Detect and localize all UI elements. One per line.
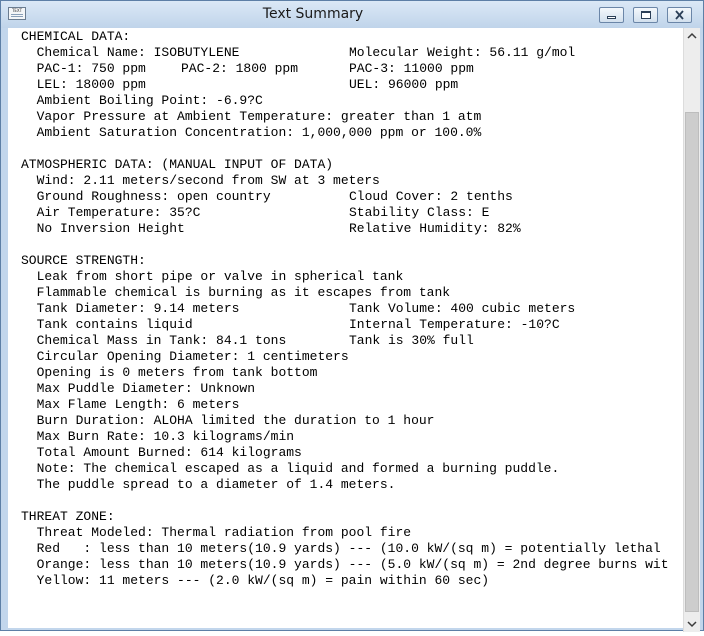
minimize-icon — [607, 16, 616, 19]
text-cell: Ambient Saturation Concentration: 1,000,000 ppm or 100.0% — [21, 125, 482, 140]
text-cell: CHEMICAL DATA: — [21, 29, 131, 44]
maximize-icon — [641, 11, 651, 19]
text-cell: Yellow: 11 meters --- (2.0 kW/(sq m) = pain within 60 sec) — [21, 573, 490, 588]
text-cell: Total Amount Burned: 614 kilograms — [21, 445, 302, 460]
text-line — [21, 269, 683, 285]
text-cell: Max Burn Rate: 10.3 kilograms/min — [21, 429, 295, 444]
text-cell: Orange: less than 10 meters(10.9 yards) --- (5.0 kW/(sq m) = 2nd degree burns wit — [21, 557, 669, 572]
text-line — [21, 205, 683, 221]
text-line — [21, 493, 683, 509]
vertical-scrollbar[interactable] — [683, 28, 700, 632]
text-line — [21, 381, 683, 397]
text-cell: Burn Duration: ALOHA limited the duration to 1 hour — [21, 413, 435, 428]
text-line — [21, 397, 683, 413]
text-cell: Internal Temperature: -10?C — [349, 317, 560, 332]
text-line — [21, 221, 683, 237]
text-line — [21, 253, 683, 269]
text-line — [21, 141, 683, 157]
text-line — [21, 77, 683, 93]
text-cell: SOURCE STRENGTH: — [21, 253, 146, 268]
text-line — [21, 333, 683, 349]
text-cell: Chemical Name: ISOBUTYLENE — [21, 45, 240, 60]
text-cell: PAC-3: 11000 ppm — [349, 61, 474, 76]
title-bar[interactable] — [1, 1, 703, 28]
text-line — [21, 413, 683, 429]
text-line — [21, 541, 683, 557]
text-cell: Max Puddle Diameter: Unknown — [21, 381, 256, 396]
text-cell: Vapor Pressure at Ambient Temperature: greater than 1 atm — [21, 109, 482, 124]
text-line — [21, 557, 683, 573]
text-cell: Note: The chemical escaped as a liquid and formed a burning puddle. — [21, 461, 560, 476]
text-cell: PAC-1: 750 ppm — [21, 61, 146, 76]
text-cell: UEL: 96000 ppm — [349, 77, 459, 92]
text-cell: Tank contains liquid — [21, 317, 193, 332]
text-line — [21, 61, 683, 77]
window-title: Text Summary — [262, 6, 364, 22]
text-line — [21, 573, 683, 589]
close-button[interactable] — [667, 7, 692, 23]
text-cell: Max Flame Length: 6 meters — [21, 397, 240, 412]
text-line — [21, 525, 683, 541]
text-cell: PAC-2: 1800 ppm — [181, 61, 299, 76]
text-line — [21, 157, 683, 173]
text-line — [21, 445, 683, 461]
scroll-down-button[interactable] — [684, 615, 700, 632]
maximize-button[interactable] — [633, 7, 658, 23]
text-cell: Flammable chemical is burning as it escapes from tank — [21, 285, 451, 300]
text-line — [21, 45, 683, 61]
text-line — [21, 477, 683, 493]
chevron-up-icon — [684, 28, 700, 45]
text-line — [21, 349, 683, 365]
text-line — [21, 173, 683, 189]
text-cell: The puddle spread to a diameter of 1.4 meters. — [21, 477, 396, 492]
text-line — [21, 109, 683, 125]
app-icon[interactable]: TEXT — [8, 7, 26, 20]
text-line — [21, 509, 683, 525]
text-line — [21, 301, 683, 317]
text-line — [21, 365, 683, 381]
text-cell: Wind: 2.11 meters/second from SW at 3 meters — [21, 173, 380, 188]
text-line — [21, 461, 683, 477]
text-line — [21, 237, 683, 253]
minimize-button[interactable] — [599, 7, 624, 23]
text-cell: No Inversion Height — [21, 221, 185, 236]
summary-text-area[interactable] — [8, 28, 683, 628]
text-cell: Ambient Boiling Point: -6.9?C — [21, 93, 263, 108]
text-cell: Leak from short pipe or valve in spherical tank — [21, 269, 404, 284]
text-cell: Circular Opening Diameter: 1 centimeters — [21, 349, 349, 364]
text-line — [21, 29, 683, 45]
text-cell: THREAT ZONE: — [21, 509, 115, 524]
text-line — [21, 189, 683, 205]
text-cell: Ground Roughness: open country — [21, 189, 271, 204]
chevron-down-icon — [684, 615, 700, 632]
text-cell: Opening is 0 meters from tank bottom — [21, 365, 318, 380]
text-cell: Tank Volume: 400 cubic meters — [349, 301, 576, 316]
text-cell: Molecular Weight: 56.11 g/mol — [349, 45, 576, 60]
text-cell: Tank Diameter: 9.14 meters — [21, 301, 240, 316]
text-cell: Air Temperature: 35?C — [21, 205, 201, 220]
text-cell: LEL: 18000 ppm — [21, 77, 146, 92]
text-cell: Relative Humidity: 82% — [349, 221, 521, 236]
text-line — [21, 285, 683, 301]
scroll-up-button[interactable] — [684, 28, 700, 45]
text-cell: Chemical Mass in Tank: 84.1 tons — [21, 333, 287, 348]
text-cell: Threat Modeled: Thermal radiation from pool fire — [21, 525, 412, 540]
text-line — [21, 125, 683, 141]
text-cell: Red : less than 10 meters(10.9 yards) --- (10.0 kW/(sq m) = potentially lethal — [21, 541, 661, 556]
text-line — [21, 317, 683, 333]
scroll-thumb[interactable] — [685, 112, 699, 612]
text-cell: ATMOSPHERIC DATA: (MANUAL INPUT OF DATA) — [21, 157, 334, 172]
text-cell: Stability Class: E — [349, 205, 490, 220]
text-cell: Cloud Cover: 2 tenths — [349, 189, 513, 204]
text-line — [21, 429, 683, 445]
text-line — [21, 93, 683, 109]
close-icon — [668, 8, 691, 22]
text-cell: Tank is 30% full — [349, 333, 474, 348]
